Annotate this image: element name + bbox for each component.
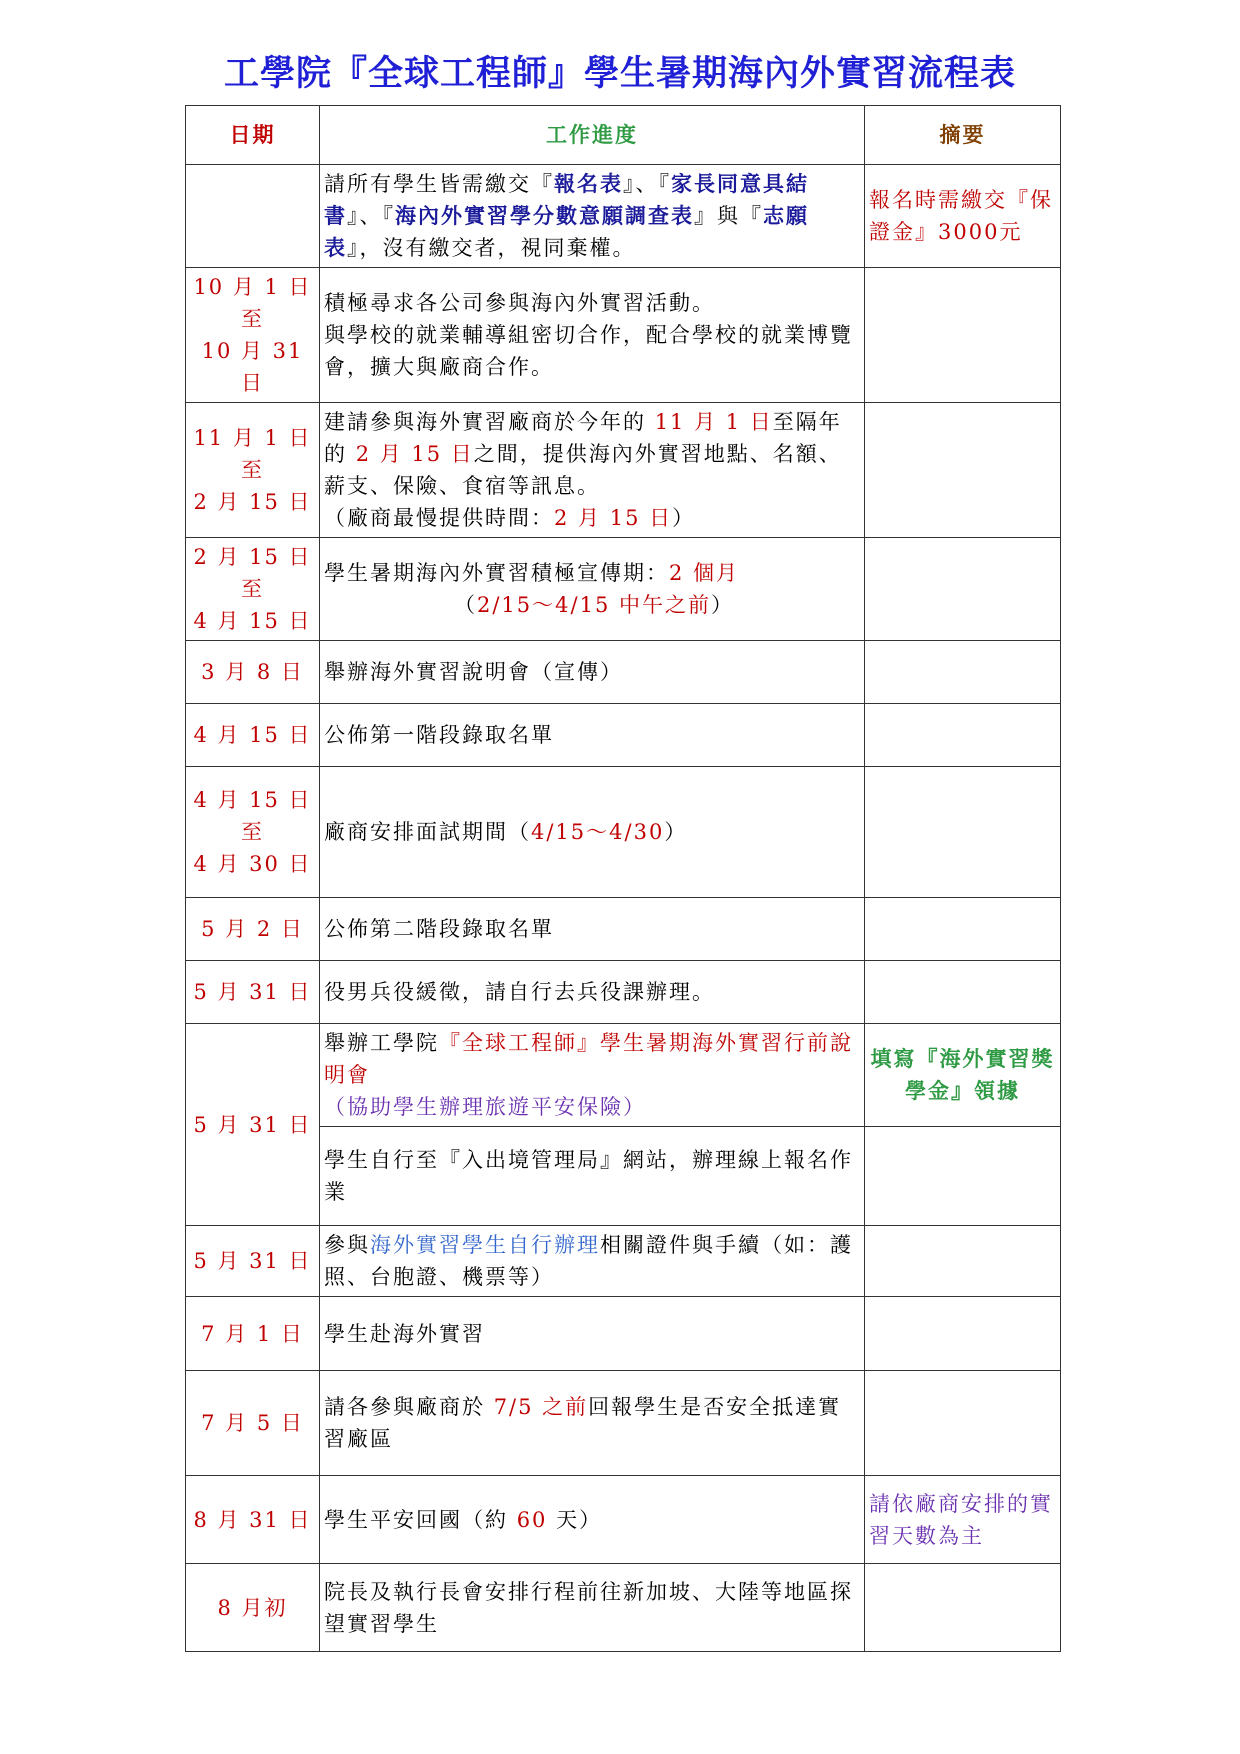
summary-cell (865, 704, 1061, 767)
table-row (186, 898, 1061, 961)
table-row (186, 165, 1061, 268)
table-row (186, 704, 1061, 767)
header-date: 日期 (186, 106, 320, 165)
progress-cell: 院長及執行長會安排行程前往新加坡、大陸等地區探望實習學生 (320, 1564, 865, 1652)
progress-cell: 學生平安回國（約 60 天） (320, 1476, 865, 1564)
progress-cell: 請所有學生皆需繳交『報名表』、『家長同意具結書』、『海內外實習學分數意願調查表』與『志願表』，沒有繳交者，視同棄權。 (320, 165, 865, 268)
table-row (186, 1297, 1061, 1371)
table-row (186, 538, 1061, 641)
progress-cell: 學生暑期海內外實習積極宣傳期：2 個月 （2/15～4/15 中午之前） (320, 538, 865, 641)
date-cell: 2 月 15 日 至 4 月 15 日 (186, 538, 320, 641)
summary-cell (865, 1226, 1061, 1297)
progress-cell: 參與海外實習學生自行辦理相關證件與手續（如：護照、台胞證、機票等） (320, 1226, 865, 1297)
date-cell: 11 月 1 日 至 2 月 15 日 (186, 403, 320, 538)
date-cell: 8 月初 (186, 1564, 320, 1652)
progress-cell: 建請參與海外實習廠商於今年的 11 月 1 日至隔年的 2 月 15 日之間，提供海內外實習地點、名額、薪支、保險、食宿等訊息。 （廠商最慢提供時間：2 月 15 日） (320, 403, 865, 538)
progress-cell: 請各參與廠商於 7/5 之前回報學生是否安全抵達實習廠區 (320, 1371, 865, 1476)
summary-cell (865, 1297, 1061, 1371)
header-summary: 摘要 (865, 106, 1061, 165)
schedule-table (185, 105, 1061, 1652)
date-cell: 5 月 31 日 (186, 1024, 320, 1226)
page-title: 工學院『全球工程師』學生暑期海內外實習流程表 (223, 54, 1016, 94)
date-cell: 7 月 5 日 (186, 1371, 320, 1476)
progress-cell: 學生赴海外實習 (320, 1297, 865, 1371)
date-cell: 7 月 1 日 (186, 1297, 320, 1371)
progress-cell: 舉辦海外實習說明會（宣傳） (320, 641, 865, 704)
table-row (186, 1226, 1061, 1297)
date-cell: 5 月 31 日 (186, 1226, 320, 1297)
summary-cell (865, 538, 1061, 641)
summary-cell (865, 767, 1061, 898)
table-header-row (186, 106, 1061, 165)
summary-cell (865, 961, 1061, 1024)
table-row (186, 641, 1061, 704)
date-cell: 4 月 15 日 至 4 月 30 日 (186, 767, 320, 898)
table-row (186, 961, 1061, 1024)
summary-cell (865, 268, 1061, 403)
summary-cell (865, 641, 1061, 704)
summary-cell (865, 1127, 1061, 1226)
table-row (186, 1371, 1061, 1476)
summary-cell (865, 1371, 1061, 1476)
progress-cell: 積極尋求各公司參與海內外實習活動。 與學校的就業輔導組密切合作，配合學校的就業博覽會，擴大與廠商合作。 (320, 268, 865, 403)
progress-cell: 廠商安排面試期間（4/15～4/30） (320, 767, 865, 898)
summary-cell: 請依廠商安排的實習天數為主 (865, 1476, 1061, 1564)
summary-cell (865, 403, 1061, 538)
summary-cell: 填寫『海外實習獎學金』領據 (865, 1024, 1061, 1127)
summary-cell (865, 1564, 1061, 1652)
summary-cell: 報名時需繳交『保證金』3000元 (865, 165, 1061, 268)
date-cell: 5 月 2 日 (186, 898, 320, 961)
progress-cell: 役男兵役緩徵，請自行去兵役課辦理。 (320, 961, 865, 1024)
summary-cell (865, 898, 1061, 961)
table-row (186, 1476, 1061, 1564)
date-cell: 10 月 1 日 至 10 月 31 日 (186, 268, 320, 403)
date-cell: 3 月 8 日 (186, 641, 320, 704)
date-cell: 8 月 31 日 (186, 1476, 320, 1564)
date-cell: 4 月 15 日 (186, 704, 320, 767)
progress-cell: 學生自行至『入出境管理局』網站，辦理線上報名作業 (320, 1127, 865, 1226)
table-row (186, 403, 1061, 538)
progress-cell: 公佈第二階段錄取名單 (320, 898, 865, 961)
table-row (186, 1564, 1061, 1652)
table-row (186, 268, 1061, 403)
table-row (186, 1024, 1061, 1127)
header-progress: 工作進度 (320, 106, 865, 165)
progress-cell: 舉辦工學院『全球工程師』學生暑期海外實習行前說明會 （協助學生辦理旅遊平安保險） (320, 1024, 865, 1127)
date-cell (186, 165, 320, 268)
date-cell: 5 月 31 日 (186, 961, 320, 1024)
progress-cell: 公佈第一階段錄取名單 (320, 704, 865, 767)
table-row (186, 767, 1061, 898)
